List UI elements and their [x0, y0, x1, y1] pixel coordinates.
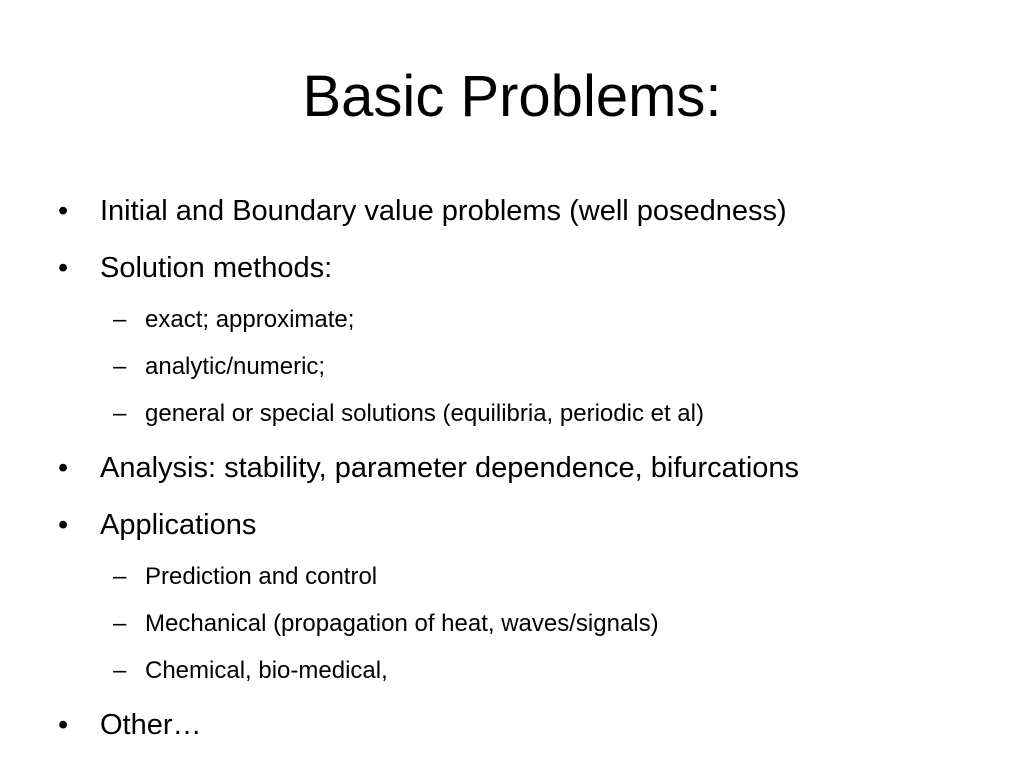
bullet-marker: •	[58, 195, 69, 227]
dash-marker: –	[113, 563, 127, 590]
bullet-text: Analysis: stability, parameter dependence, bifurcations	[100, 452, 800, 484]
dash-marker: –	[113, 610, 127, 637]
bullet-marker: •	[58, 252, 69, 284]
dash-marker: –	[113, 657, 127, 684]
bullet-marker: •	[58, 452, 69, 484]
sub-bullet-text: exact; approximate;	[145, 306, 355, 333]
slide-title: Basic Problems:	[302, 64, 722, 129]
sub-bullet-text: Prediction and control	[145, 563, 378, 590]
dash-marker: –	[113, 306, 127, 333]
bullet-text: Solution methods:	[100, 252, 333, 284]
sub-bullet-text: general or special solutions (equilibria, periodic et al)	[145, 400, 704, 427]
sub-bullet-text: analytic/numeric;	[145, 353, 326, 380]
sub-bullet-text: Mechanical (propagation of heat, waves/signals)	[145, 610, 659, 637]
dash-marker: –	[113, 353, 127, 380]
dash-marker: –	[113, 400, 127, 427]
bullet-text: Initial and Boundary value problems (well posedness)	[100, 195, 787, 227]
bullet-marker: •	[58, 509, 69, 541]
sub-bullet-text: Chemical, bio-medical,	[145, 657, 388, 684]
bullet-text: Other…	[100, 709, 202, 741]
bullet-marker: •	[58, 709, 69, 741]
bullet-text: Applications	[100, 509, 257, 541]
